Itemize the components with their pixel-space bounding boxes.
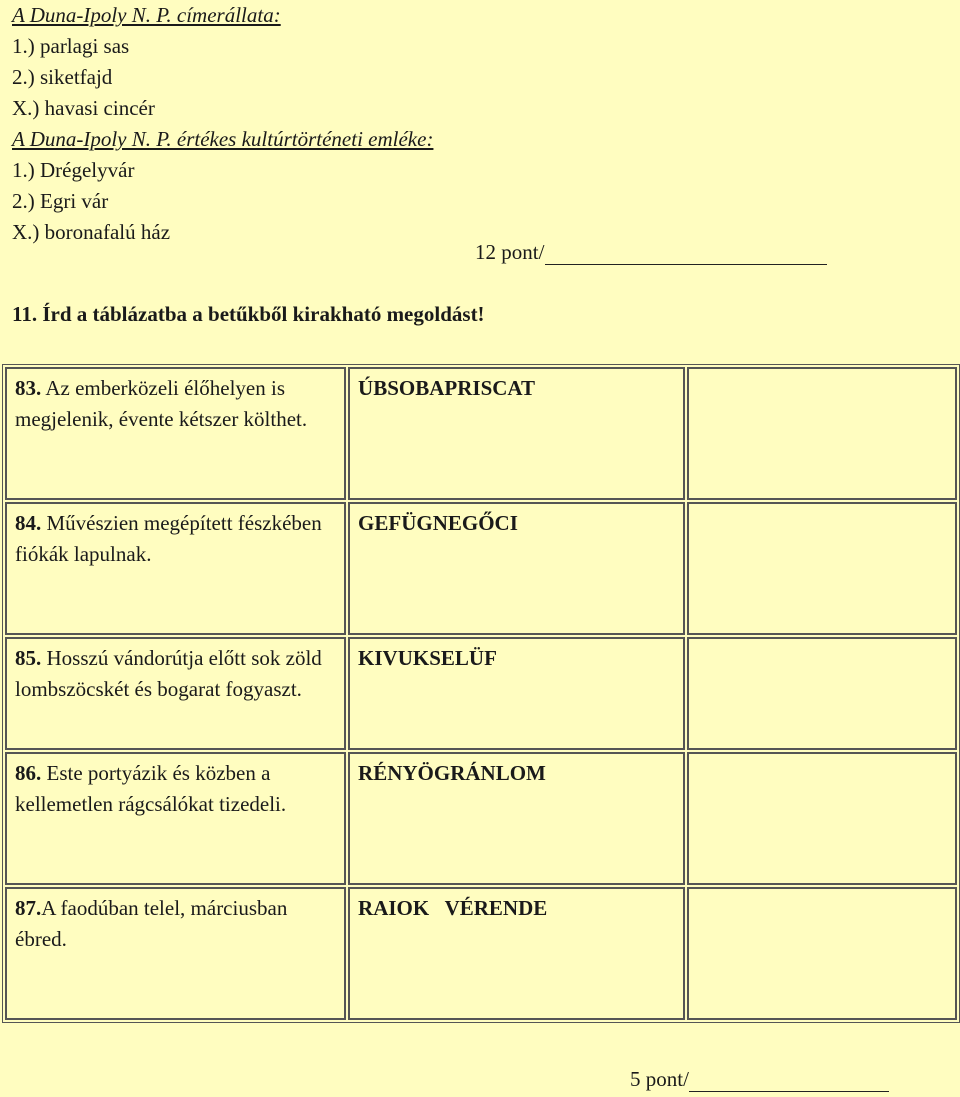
question-number: 85. <box>15 646 42 670</box>
answer-cell[interactable] <box>687 367 957 500</box>
heading-coat-of-arms-animal: A Duna-Ipoly N. P. címerállata: <box>12 3 281 27</box>
table-row <box>5 637 957 750</box>
letters-cell: RÉNYÖGRÁNLOM <box>348 752 685 885</box>
question-cell <box>5 367 346 500</box>
list-item: X.) boronafalú ház <box>12 220 171 244</box>
letters-cell: KIVUKSELÜF <box>348 637 685 750</box>
question-number: 86. <box>15 761 42 785</box>
score-blank[interactable] <box>545 244 827 265</box>
table-row <box>5 367 957 500</box>
answer-cell[interactable] <box>687 502 957 635</box>
letters-cell: ÚBSOBAPRISCAT <box>348 367 685 500</box>
points-label: 12 pont/ <box>475 240 545 264</box>
question-text: Este portyázik és közben a kellemetlen rágcsálókat tizedeli. <box>15 761 287 816</box>
task-title: 11. Írd a táblázatba a betűkből kirakható megoldást! <box>12 302 485 326</box>
question-text: Művészien megépített fészkében fiókák lapulnak. <box>15 511 322 566</box>
question-number: 87. <box>15 896 42 920</box>
list-item: 1.) Drégelyvár <box>12 158 135 182</box>
answer-table <box>2 364 960 1023</box>
heading-cultural-heritage: A Duna-Ipoly N. P. értékes kultúrtörténeti emléke: <box>12 127 434 151</box>
question-text: A faodúban telel, márciusban ébred. <box>15 896 288 951</box>
list-item: 2.) siketfajd <box>12 65 113 89</box>
question-number: 83. <box>15 376 42 400</box>
points-label: 5 pont/ <box>630 1067 689 1091</box>
answer-cell[interactable] <box>687 887 957 1020</box>
list-item: 2.) Egri vár <box>12 189 109 213</box>
score-field-12 <box>475 240 827 265</box>
table-row <box>5 752 957 885</box>
table-row <box>5 502 957 635</box>
question-number: 84. <box>15 511 42 535</box>
answer-cell[interactable] <box>687 752 957 885</box>
list-item: 1.) parlagi sas <box>12 34 130 58</box>
question-cell <box>5 502 346 635</box>
list-item: X.) havasi cincér <box>12 96 155 120</box>
question-text: Az emberközeli élőhelyen is megjelenik, évente kétszer költhet. <box>15 376 308 431</box>
question-cell <box>5 752 346 885</box>
score-field-5 <box>630 1067 889 1092</box>
score-blank[interactable] <box>689 1071 889 1092</box>
table-row <box>5 887 957 1020</box>
question-text: Hosszú vándorútja előtt sok zöld lombszöcskét és bogarat fogyaszt. <box>15 646 322 701</box>
intro-block <box>12 0 433 248</box>
letters-cell: RAIOK VÉRENDE <box>348 887 685 1020</box>
letters-cell: GEFÜGNEGŐCI <box>348 502 685 635</box>
answer-cell[interactable] <box>687 637 957 750</box>
question-cell <box>5 637 346 750</box>
question-cell <box>5 887 346 1020</box>
